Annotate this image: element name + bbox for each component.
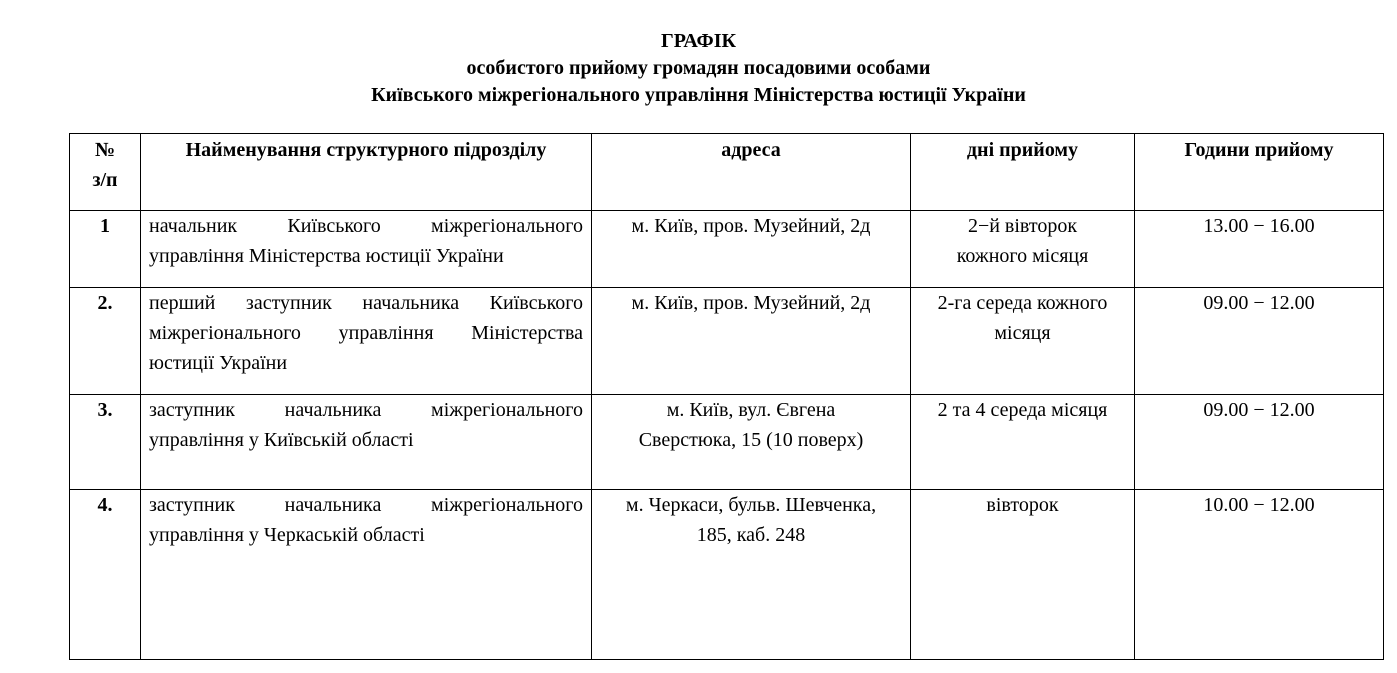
document-heading [0,28,1397,109]
row-days-line: 2−й вівторок [967,215,1078,237]
row-address-line: м. Київ, вул. Євгена [666,399,836,421]
row-hours: 09.00 − 12.00 [1135,395,1384,490]
table-row [70,211,1384,288]
table-row [70,395,1384,490]
header-number-abbrev: з/п [92,169,118,191]
row-address: м. Київ, пров. Музейний, 2д [592,288,911,395]
row-official: начальник Київського міжрегіонального управління Міністерства юстиції України [141,211,592,288]
row-official: заступник начальника міжрегіонального управління у Черкаській області [141,490,592,660]
row-hours: 13.00 − 16.00 [1135,211,1384,288]
header-reception-hours: Години прийому [1135,134,1384,211]
row-number: 2. [70,288,141,395]
row-number: 3. [70,395,141,490]
header-number [70,134,141,211]
row-hours: 10.00 − 12.00 [1135,490,1384,660]
row-address-line: Сверстюка, 15 (10 поверх) [638,429,864,451]
heading-title: ГРАФІК [660,30,737,52]
row-days: вівторок [911,490,1135,660]
header-reception-days: дні прийому [911,134,1135,211]
row-days: 2 та 4 середа місяця [911,395,1135,490]
row-number: 1 [70,211,141,288]
heading-organization: Київського міжрегіонального управління Міністерства юстиції України [371,84,1026,106]
row-days-line: місяця [994,322,1051,344]
row-address [592,395,911,490]
row-address-line: 185, каб. 248 [696,524,806,546]
row-address-line: м. Черкаси, бульв. Шевченка, [625,494,877,516]
heading-subtitle: особистого прийому громадян посадовими особами [466,57,931,79]
header-number-symbol: № [94,139,116,161]
row-official: перший заступник начальника Київського міжрегіонального управління Міністерства юстиції України [141,288,592,395]
table-header-row [70,134,1384,211]
header-unit-name: Найменування структурного підрозділу [141,134,592,211]
row-address [592,490,911,660]
row-days [911,211,1135,288]
reception-schedule-table [69,133,1384,660]
table-row [70,490,1384,660]
row-official: заступник начальника міжрегіонального управління у Київській області [141,395,592,490]
row-address: м. Київ, пров. Музейний, 2д [592,211,911,288]
row-hours: 09.00 − 12.00 [1135,288,1384,395]
header-address: адреса [592,134,911,211]
row-days [911,288,1135,395]
row-number: 4. [70,490,141,660]
table-row [70,288,1384,395]
row-days-line: 2-га середа кожного [937,292,1108,314]
row-days-line: кожного місяця [956,245,1089,267]
